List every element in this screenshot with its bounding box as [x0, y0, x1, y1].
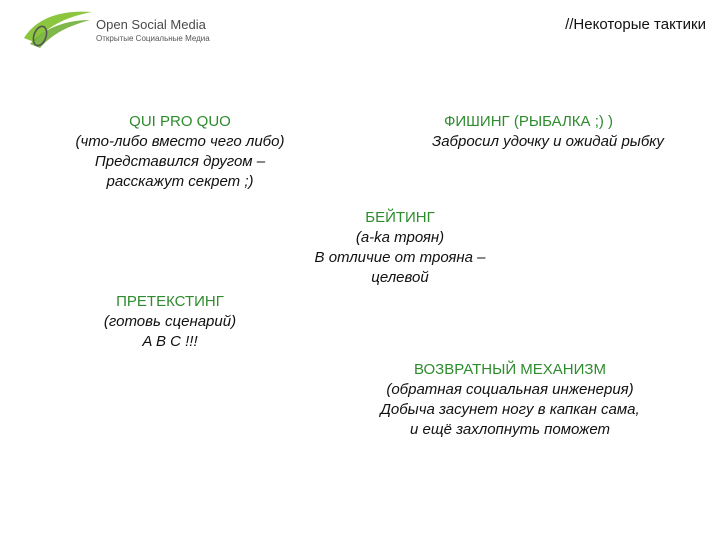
tactic-line: Забросил удочку и ожидай рыбку — [432, 133, 664, 150]
tactic-line: (что-либо вместо чего либо) — [75, 133, 285, 150]
tactic-line: и ещё захлопнуть поможет — [409, 421, 611, 438]
logo-name: Open Social Media — [96, 17, 206, 32]
tactic-reverse — [330, 360, 690, 440]
tactic-title: ПРЕТЕКСТИНГ — [116, 293, 224, 310]
tactic-line: Представился другом – — [94, 153, 266, 170]
logo-subtitle: Открытые Социальные Медиа — [96, 34, 210, 43]
tactic-line: В отличие от трояна – — [314, 249, 486, 266]
tactic-baiting — [260, 208, 540, 288]
tactic-title: QUI PRO QUO — [129, 113, 231, 130]
tactic-title: ФИШИНГ (РЫБАЛКА ;) ) — [444, 113, 614, 130]
slide-title: //Некоторые тактики — [565, 16, 706, 33]
tactic-quiproquo — [30, 112, 330, 192]
tactic-line: (а-ka троян) — [355, 229, 445, 246]
tactic-line: целевой — [371, 269, 429, 286]
green-brushstroke-logo-icon — [20, 8, 94, 52]
tactic-phishing — [432, 112, 712, 152]
tactic-line: (готовь сценарий) — [103, 313, 237, 330]
logo — [20, 8, 220, 52]
tactic-line: расскажут секрет ;) — [106, 173, 254, 190]
tactic-title: ВОЗВРАТНЫЙ МЕХАНИЗМ — [414, 361, 606, 378]
tactic-title: БЕЙТИНГ — [365, 209, 435, 226]
tactic-pretexting — [30, 292, 310, 352]
tactic-line: A B C !!! — [142, 333, 198, 350]
tactic-line: (обратная социальная инженерия) — [386, 381, 634, 398]
tactic-line: Добыча засунет ногу в капкан сама, — [380, 401, 640, 418]
